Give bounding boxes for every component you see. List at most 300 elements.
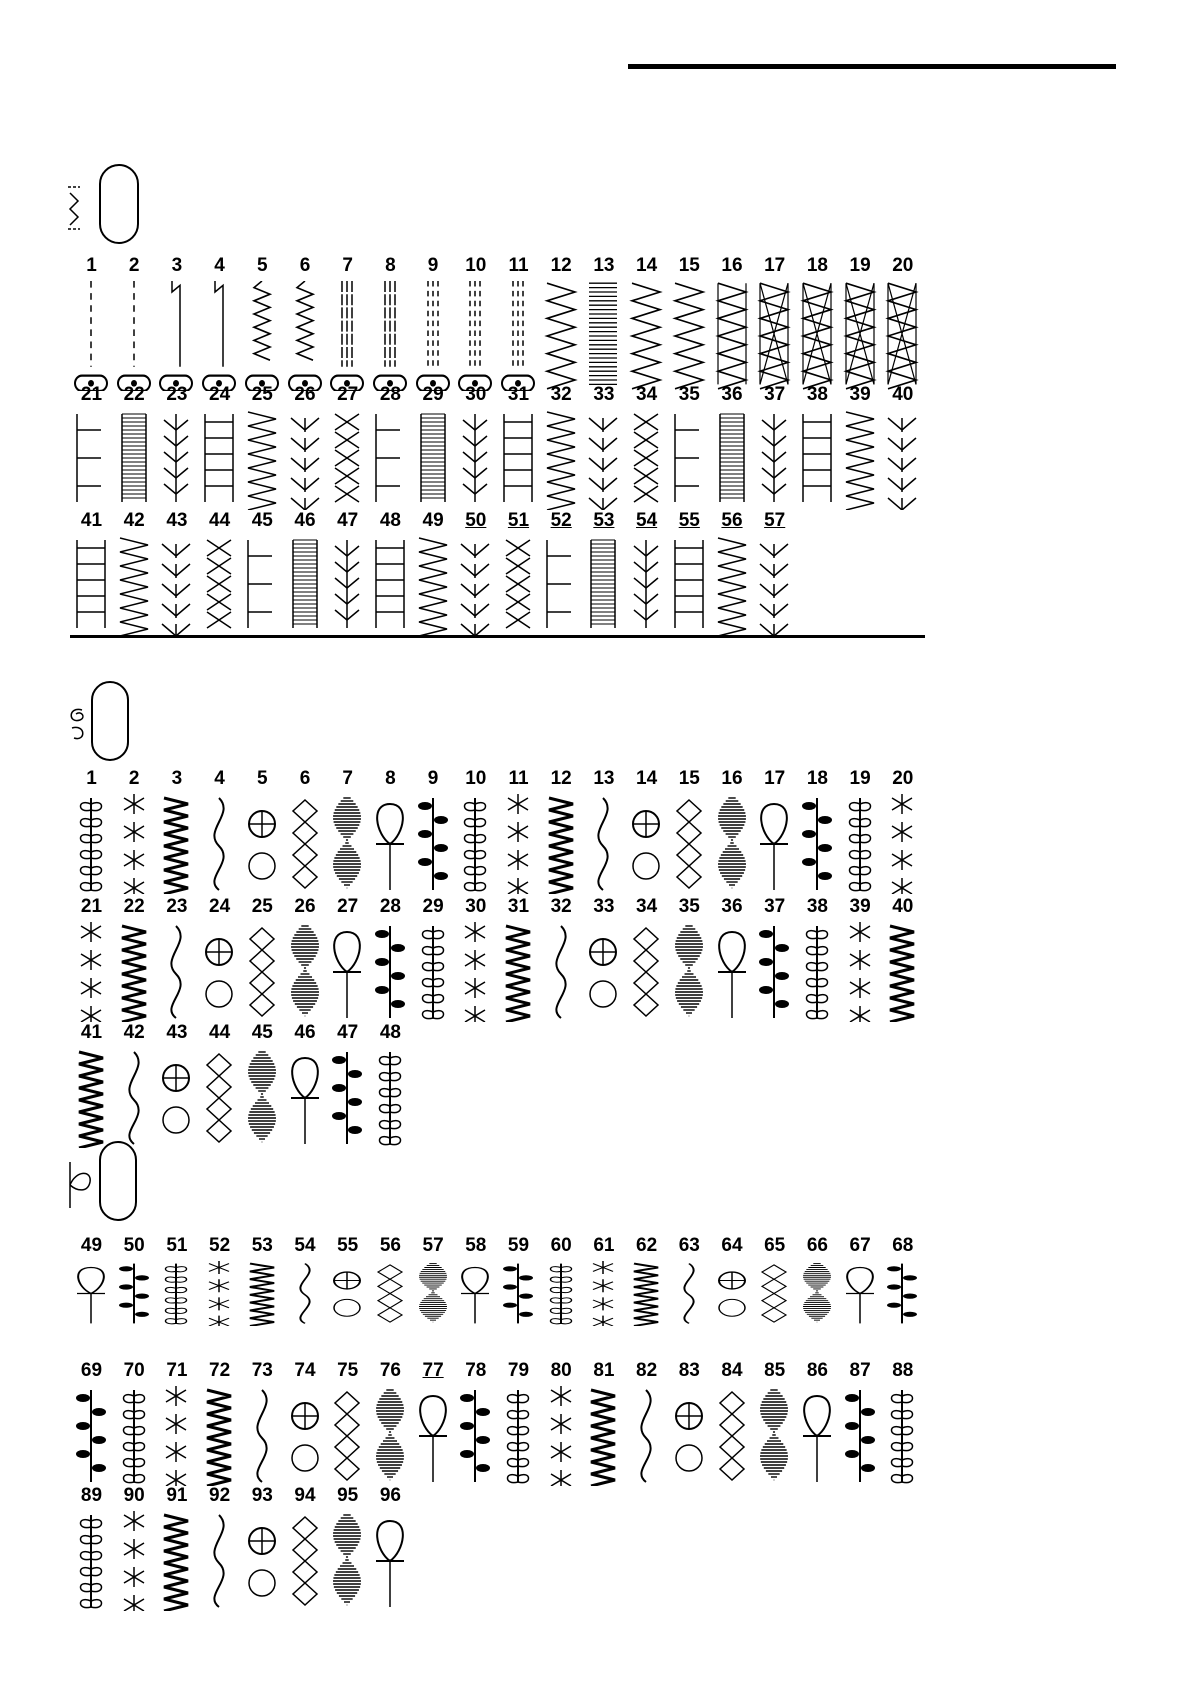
utility-stitch-cell: [582, 510, 625, 660]
stitch-number: 51: [507, 510, 530, 531]
stitch-number: 5: [257, 255, 268, 276]
stitch-number: 1: [86, 768, 97, 789]
stitch-number: 15: [678, 255, 700, 276]
stitch-number: 30: [465, 384, 487, 405]
stitch-number: 20: [892, 768, 914, 789]
stitch-pattern-icon: [73, 1511, 109, 1611]
stitch-number: 38: [806, 384, 828, 405]
stitch-number: 26: [294, 896, 316, 917]
stitch-number: 70: [123, 1360, 145, 1381]
utility-stitch-cell: [113, 510, 156, 660]
utility-stitch-cell: [454, 510, 497, 660]
stitch-pattern-icon: [756, 410, 792, 510]
stitch-number: 19: [849, 768, 871, 789]
stitch-pattern-icon: [884, 922, 920, 1022]
stitch-pattern-icon: [415, 1386, 451, 1486]
stitch-pattern-icon: [671, 410, 707, 510]
stitch-pattern-icon: [244, 1386, 280, 1486]
stitch-pattern-icon: [158, 410, 194, 510]
stitch-number: 76: [379, 1360, 401, 1381]
stitch-number: 73: [251, 1360, 273, 1381]
stitch-pattern-icon: [329, 794, 365, 894]
stitch-pattern-icon: [671, 1261, 707, 1326]
stitch-number: 79: [507, 1360, 530, 1381]
stitch-number: 28: [379, 896, 401, 917]
stitch-pattern-icon: [842, 794, 878, 894]
utility-stitch-cell: [326, 510, 369, 660]
stitch-number: 62: [636, 1235, 658, 1256]
stitch-pattern-icon: [415, 281, 451, 391]
stitch-pattern-icon: [201, 410, 237, 510]
stitch-pattern-icon: [500, 1386, 536, 1486]
motif-stitch-cell: [326, 1485, 369, 1635]
stitch-pattern-icon: [287, 410, 323, 510]
stitch-number: 44: [209, 1022, 231, 1043]
stitch-pattern-icon: [287, 1511, 323, 1611]
stitch-pattern-icon: [543, 922, 579, 1022]
stitch-number: 86: [806, 1360, 828, 1381]
stitch-number: 72: [209, 1360, 231, 1381]
stitch-pattern-icon: [116, 410, 152, 510]
stitch-pattern-icon: [244, 1261, 280, 1326]
stitch-pattern-icon: [585, 1386, 621, 1486]
stitch-number: 25: [251, 896, 273, 917]
stitch-pattern-icon: [671, 922, 707, 1022]
stitch-number: 16: [721, 255, 743, 276]
stitch-number: 27: [337, 896, 359, 917]
motif-stitch-cell: [369, 1485, 412, 1635]
stitch-number: 17: [764, 255, 786, 276]
stitch-number: 2: [128, 768, 140, 789]
stitch-number: 36: [721, 384, 743, 405]
stitch-number: 21: [80, 384, 103, 405]
stitch-pattern-icon: [329, 1386, 365, 1486]
stitch-pattern-icon: [585, 922, 621, 1022]
stitch-pattern-icon: [457, 794, 493, 894]
stitch-pattern-icon: [842, 922, 878, 1022]
stitch-pattern-icon: [372, 281, 408, 391]
utility-stitch-cell: [753, 255, 796, 405]
stitch-number: 75: [337, 1360, 359, 1381]
utility-stitch-cell: [70, 255, 113, 405]
stitch-number: 89: [80, 1485, 103, 1506]
stitch-pattern-icon: [415, 410, 451, 510]
decorative-stitch-cell: [113, 1022, 156, 1172]
stitch-number: 55: [678, 510, 700, 531]
stitch-number: 39: [849, 896, 871, 917]
stitch-number: 5: [257, 768, 268, 789]
stitch-pattern-icon: [158, 281, 194, 391]
stitch-number: 24: [209, 384, 231, 405]
stitch-pattern-icon: [799, 794, 835, 894]
stitch-pattern-icon: [73, 536, 109, 636]
stitch-number: 63: [678, 1235, 700, 1256]
stitch-number: 52: [550, 510, 572, 531]
stitch-pattern-icon: [842, 1261, 878, 1326]
stitch-number: 39: [849, 384, 871, 405]
stitch-pattern-icon: [201, 1511, 237, 1611]
stitch-pattern-icon: [201, 1261, 237, 1326]
stitch-pattern-icon: [671, 536, 707, 636]
stitch-number: 3: [171, 768, 183, 789]
utility-stitch-cell: [241, 255, 284, 405]
stitch-pattern-icon: [116, 794, 152, 894]
stitch-pattern-icon: [287, 922, 323, 1022]
stitch-pattern-icon: [244, 794, 280, 894]
stitch-pattern-icon: [116, 922, 152, 1022]
stitch-number: 57: [764, 510, 786, 531]
stitch-number: 64: [721, 1235, 743, 1256]
stitch-pattern-icon: [457, 281, 493, 391]
stitch-number: 47: [337, 510, 359, 531]
stitch-number: 84: [721, 1360, 743, 1381]
stitch-pattern-icon: [244, 410, 280, 510]
stitch-number: 42: [123, 510, 145, 531]
stitch-pattern-icon: [457, 410, 493, 510]
stitch-pattern-icon: [158, 1048, 194, 1148]
stitch-number: 12: [550, 768, 572, 789]
motif-stitch-cell: [241, 1485, 284, 1635]
stitch-number: 14: [636, 255, 658, 276]
stitch-pattern-icon: [329, 281, 365, 391]
stitch-pattern-icon: [585, 281, 621, 391]
stitch-number: 51: [166, 1235, 188, 1256]
stitch-pattern-icon: [457, 1386, 493, 1486]
stitch-number: 31: [507, 896, 530, 917]
stitch-pattern-icon: [756, 1261, 792, 1326]
stitch-number: 10: [465, 768, 487, 789]
header-rule: [628, 64, 1116, 69]
stitch-number: 57: [422, 1235, 444, 1256]
stitch-number: 25: [251, 384, 273, 405]
stitch-pattern-icon: [671, 1386, 707, 1486]
stitch-number: 1: [86, 255, 97, 276]
utility-stitch-cell: [412, 510, 455, 660]
utility-stitch-cell: [369, 255, 412, 405]
stitch-pattern-icon: [671, 794, 707, 894]
stitch-pattern-icon: [714, 922, 750, 1022]
stitch-number: 15: [678, 768, 700, 789]
stitch-number: 37: [764, 896, 786, 917]
stitch-number: 56: [721, 510, 743, 531]
stitch-number: 29: [422, 896, 444, 917]
stitch-pattern-icon: [500, 281, 536, 391]
stitch-number: 10: [465, 255, 487, 276]
stitch-pattern-icon: [628, 794, 664, 894]
stitch-number: 31: [507, 384, 530, 405]
stitch-pattern-icon: [799, 1261, 835, 1326]
stitch-number: 32: [550, 896, 572, 917]
stitch-pattern-icon: [585, 410, 621, 510]
stitch-pattern-icon: [287, 1261, 323, 1326]
utility-stitch-cell: [497, 510, 540, 660]
stitch-number: 54: [636, 510, 658, 531]
stitch-pattern-icon: [543, 281, 579, 391]
stitch-number: 26: [294, 384, 316, 405]
stitch-pattern-icon: [201, 794, 237, 894]
stitch-pattern-icon: [244, 1048, 280, 1148]
stitch-pattern-icon: [714, 281, 750, 391]
stitch-pattern-icon: [500, 922, 536, 1022]
stitch-number: 69: [80, 1360, 103, 1381]
stitch-pattern-icon: [372, 1511, 408, 1611]
stitch-number: 52: [209, 1235, 231, 1256]
stitch-pattern-icon: [372, 536, 408, 636]
stitch-pattern-icon: [201, 922, 237, 1022]
stitch-number: 4: [214, 255, 225, 276]
stitch-number: 2: [128, 255, 140, 276]
utility-stitch-cell: [582, 255, 625, 405]
motif-stitch-cell: [198, 1485, 241, 1635]
stitch-pattern-icon: [158, 794, 194, 894]
stitch-pattern-icon: [244, 922, 280, 1022]
stitch-pattern-icon: [457, 922, 493, 1022]
decorative-stitch-mode-icon: [66, 680, 136, 765]
stitch-pattern-icon: [287, 536, 323, 636]
utility-stitch-cell: [326, 255, 369, 405]
stitch-pattern-icon: [415, 536, 451, 636]
stitch-pattern-icon: [201, 536, 237, 636]
stitch-pattern-icon: [158, 1511, 194, 1611]
stitch-number: 24: [209, 896, 231, 917]
stitch-number: 43: [166, 510, 188, 531]
stitch-number: 40: [892, 384, 914, 405]
stitch-pattern-icon: [287, 281, 323, 391]
stitch-number: 90: [123, 1485, 145, 1506]
utility-stitch-cell: [454, 255, 497, 405]
stitch-pattern-icon: [201, 281, 237, 391]
stitch-pattern-icon: [585, 536, 621, 636]
stitch-pattern-icon: [201, 1048, 237, 1148]
stitch-number: 88: [892, 1360, 914, 1381]
stitch-pattern-icon: [628, 536, 664, 636]
stitch-number: 96: [379, 1485, 401, 1506]
utility-stitch-cell: [839, 255, 882, 405]
stitch-pattern-icon: [329, 1511, 365, 1611]
stitch-pattern-icon: [329, 1261, 365, 1326]
stitch-number: 78: [465, 1360, 487, 1381]
stitch-number: 45: [251, 510, 273, 531]
stitch-number: 95: [337, 1485, 359, 1506]
stitch-number: 13: [593, 768, 615, 789]
stitch-number: 38: [806, 896, 828, 917]
utility-stitch-cell: [881, 255, 924, 405]
stitch-pattern-icon: [116, 281, 152, 391]
utility-stitch-cell: [412, 255, 455, 405]
stitch-number: 30: [465, 896, 487, 917]
stitch-number: 9: [427, 768, 439, 789]
stitch-pattern-icon: [756, 536, 792, 636]
stitch-pattern-icon: [73, 1386, 109, 1486]
utility-stitch-cell: [711, 255, 754, 405]
stitch-number: 74: [294, 1360, 316, 1381]
stitch-pattern-icon: [799, 410, 835, 510]
stitch-pattern-icon: [73, 1048, 109, 1148]
stitch-number: 21: [80, 896, 103, 917]
stitch-pattern-icon: [543, 794, 579, 894]
utility-stitch-cell: [668, 255, 711, 405]
stitch-number: 66: [806, 1235, 828, 1256]
stitch-number: 22: [123, 896, 145, 917]
utility-stitch-cell: [155, 255, 198, 405]
motif-stitch-cell: [284, 1485, 327, 1635]
stitch-pattern-icon: [714, 794, 750, 894]
decorative-stitch-cell: [198, 1022, 241, 1172]
decorative-stitch-row: [70, 1022, 930, 1172]
stitch-pattern-icon: [158, 1261, 194, 1326]
stitch-number: 60: [550, 1235, 572, 1256]
stitch-pattern-icon: [372, 1261, 408, 1326]
stitch-pattern-icon: [329, 536, 365, 636]
stitch-pattern-icon: [628, 410, 664, 510]
stitch-pattern-icon: [73, 922, 109, 1022]
motif-stitch-cell: [113, 1485, 156, 1635]
stitch-number: 33: [593, 896, 615, 917]
stitch-pattern-icon: [244, 1511, 280, 1611]
stitch-pattern-icon: [372, 410, 408, 510]
stitch-number: 92: [209, 1485, 231, 1506]
stitch-pattern-icon: [842, 281, 878, 391]
stitch-pattern-icon: [884, 281, 920, 391]
stitch-pattern-icon: [543, 410, 579, 510]
stitch-pattern-icon: [372, 1048, 408, 1148]
utility-stitch-cell: [198, 510, 241, 660]
stitch-pattern-icon: [116, 536, 152, 636]
stitch-pattern-icon: [543, 536, 579, 636]
stitch-pattern-icon: [756, 1386, 792, 1486]
stitch-pattern-icon: [244, 281, 280, 391]
stitch-pattern-icon: [116, 1386, 152, 1486]
stitch-number: 17: [764, 768, 786, 789]
stitch-pattern-icon: [671, 281, 707, 391]
utility-stitch-cell: [198, 255, 241, 405]
motif-stitch-row: [70, 1485, 930, 1635]
stitch-pattern-icon: [628, 1261, 664, 1326]
stitch-pattern-icon: [628, 922, 664, 1022]
utility-stitch-row: [70, 510, 930, 660]
decorative-stitch-cell: [241, 1022, 284, 1172]
stitch-pattern-icon: [842, 1386, 878, 1486]
stitch-number: 41: [80, 1022, 103, 1043]
stitch-number: 8: [385, 768, 396, 789]
stitch-number: 23: [166, 896, 188, 917]
stitch-number: 65: [764, 1235, 786, 1256]
stitch-number: 7: [342, 768, 353, 789]
decorative-stitch-cell: [155, 1022, 198, 1172]
stitch-number: 4: [214, 768, 225, 789]
stitch-pattern-icon: [287, 1386, 323, 1486]
utility-stitch-row: [70, 255, 930, 405]
stitch-pattern-icon: [500, 794, 536, 894]
stitch-pattern-icon: [457, 1261, 493, 1326]
stitch-pattern-icon: [158, 922, 194, 1022]
stitch-number: 34: [636, 384, 658, 405]
stitch-number: 82: [636, 1360, 658, 1381]
stitch-pattern-icon: [884, 1261, 920, 1326]
stitch-number: 61: [593, 1235, 615, 1256]
stitch-number: 16: [721, 768, 743, 789]
stitch-number: 40: [892, 896, 914, 917]
stitch-number: 58: [465, 1235, 487, 1256]
stitch-pattern-icon: [415, 794, 451, 894]
stitch-pattern-icon: [73, 794, 109, 894]
stitch-pattern-icon: [287, 1048, 323, 1148]
stitch-number: 77: [422, 1360, 444, 1381]
stitch-pattern-icon: [799, 281, 835, 391]
stitch-pattern-icon: [500, 410, 536, 510]
stitch-pattern-icon: [158, 536, 194, 636]
utility-stitch-cell: [113, 255, 156, 405]
stitch-number: 34: [636, 896, 658, 917]
stitch-number: 11: [508, 768, 529, 789]
stitch-pattern-icon: [842, 410, 878, 510]
stitch-pattern-icon: [372, 1386, 408, 1486]
stitch-number: 6: [299, 768, 311, 789]
stitch-number: 46: [294, 510, 316, 531]
stitch-pattern-icon: [415, 1261, 451, 1326]
stitch-number: 20: [892, 255, 914, 276]
stitch-pattern-icon: [543, 1261, 579, 1326]
stitch-pattern-icon: [799, 1386, 835, 1486]
stitch-number: 29: [422, 384, 444, 405]
stitch-pattern-icon: [756, 794, 792, 894]
stitch-number: 42: [123, 1022, 145, 1043]
stitch-number: 41: [80, 510, 103, 531]
utility-stitch-cell: [241, 510, 284, 660]
stitch-pattern-icon: [372, 922, 408, 1022]
stitch-number: 50: [123, 1235, 145, 1256]
stitch-number: 67: [849, 1235, 871, 1256]
stitch-pattern-icon: [73, 281, 109, 391]
utility-stitch-cell: [540, 510, 583, 660]
stitch-number: 71: [166, 1360, 188, 1381]
utility-stitch-cell: [284, 255, 327, 405]
stitch-number: 45: [251, 1022, 273, 1043]
utility-stitch-cell: [711, 510, 754, 660]
stitch-pattern-icon: [244, 536, 280, 636]
utility-stitch-cell: [796, 255, 839, 405]
stitch-number: 22: [123, 384, 145, 405]
stitch-pattern-icon: [73, 410, 109, 510]
stitch-number: 50: [465, 510, 487, 531]
stitch-pattern-icon: [329, 410, 365, 510]
stitch-pattern-icon: [884, 410, 920, 510]
decorative-stitch-cell: [369, 1022, 412, 1172]
utility-stitch-cell: [284, 510, 327, 660]
stitch-pattern-icon: [543, 1386, 579, 1486]
stitch-pattern-icon: [158, 1386, 194, 1486]
motif-stitch-cell: [155, 1485, 198, 1635]
stitch-number: 7: [342, 255, 353, 276]
stitch-number: 19: [849, 255, 871, 276]
decorative-stitch-cell: [284, 1022, 327, 1172]
stitch-pattern-icon: [372, 794, 408, 894]
stitch-number: 55: [337, 1235, 359, 1256]
utility-stitch-cell: [497, 255, 540, 405]
stitch-number: 48: [379, 1022, 401, 1043]
stitch-pattern-icon: [329, 922, 365, 1022]
stitch-number: 59: [507, 1235, 530, 1256]
stitch-number: 56: [379, 1235, 401, 1256]
stitch-number: 81: [593, 1360, 615, 1381]
stitch-number: 48: [379, 510, 401, 531]
stitch-pattern-icon: [884, 1386, 920, 1486]
stitch-number: 23: [166, 384, 188, 405]
stitch-number: 53: [593, 510, 615, 531]
stitch-pattern-icon: [415, 922, 451, 1022]
stitch-pattern-icon: [116, 1048, 152, 1148]
stitch-pattern-icon: [329, 1048, 365, 1148]
